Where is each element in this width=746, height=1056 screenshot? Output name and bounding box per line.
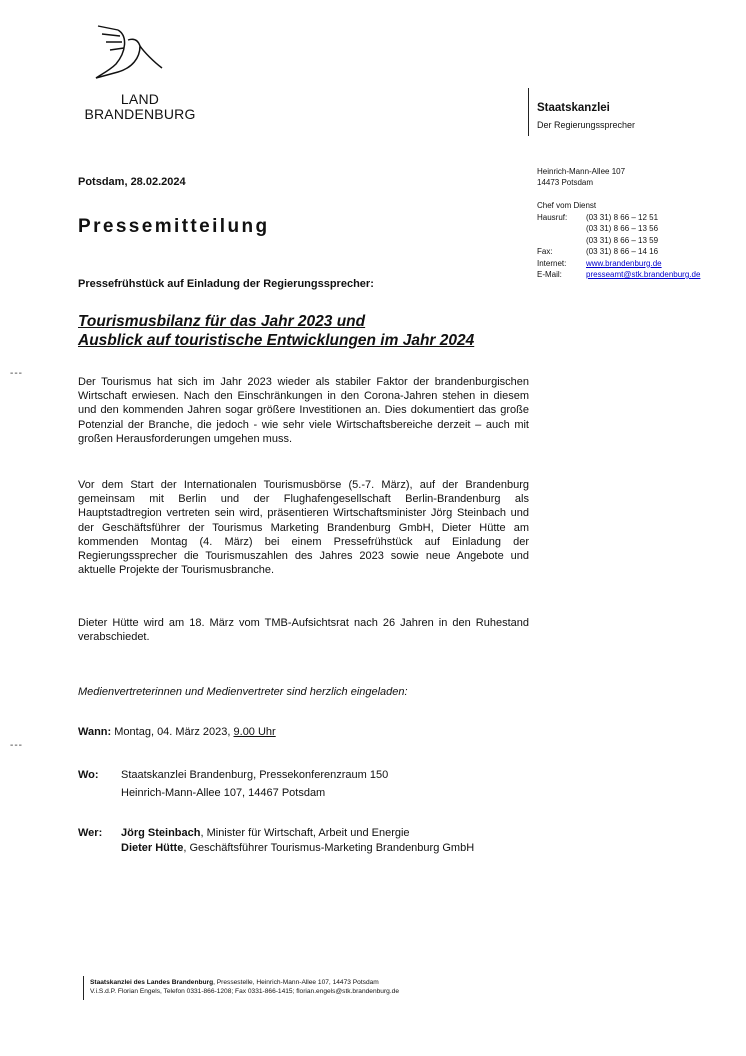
wann-row	[78, 726, 276, 738]
internet-row: Internet: www.brandenburg.de	[537, 258, 662, 268]
sidebar-rule	[528, 88, 529, 136]
wer-label: Wer:	[78, 827, 103, 839]
wann-time: 9.00 Uhr	[233, 726, 276, 738]
footer-rule	[83, 976, 84, 1000]
press-subtitle: Pressefrühstück auf Einladung der Regierungssprecher:	[78, 278, 374, 290]
address-line2: 14473 Potsdam	[537, 178, 594, 187]
logo-line1: LAND	[120, 91, 160, 107]
sidebar-title: Staatskanzlei	[537, 102, 610, 114]
eagle-icon	[88, 22, 168, 94]
wer1-role: , Minister für Wirtschaft, Arbeit und Energie	[200, 827, 410, 839]
logo-line2: BRANDENBURG	[84, 106, 196, 122]
body-paragraph-2: Vor dem Start der Internationalen Tourismusbörse (5.-7. März), auf der Brandenburg gemeinsam mit Berlin und der Flughafengesellschaft Berlin-Brandenburg als Hauptstadtregion vertreten sein wird, präsentieren Wirtschaftsminister Jörg Steinbach und der Geschäftsführer der Tourismus Marketing Brandenburg GmbH, Dieter Hütte am kommenden Montag (4. März) bei einem Pressefrühstück auf Einladung der Regierungssprecher die Tourismuszahlen des Jahres 2023 sowie neue Angebote und aktuelle Projekte der Tourismusbranche.	[78, 479, 529, 577]
address-line1: Heinrich-Mann-Allee 107	[537, 167, 626, 176]
sidebar-contacts	[537, 200, 700, 281]
internet-link[interactable]: www.brandenburg.de	[586, 258, 662, 268]
wer-person-2	[121, 841, 474, 856]
email-row: E-Mail: presseamt@stk.brandenburg.de	[537, 270, 701, 279]
footer-line1-rest: , Pressestelle, Heinrich-Mann-Allee 107, 14473 Potsdam	[213, 979, 379, 986]
contact-row: (03 31) 8 66 – 13 56	[586, 224, 659, 233]
margin-mark: ---	[10, 740, 23, 751]
wer1-name: Jörg Steinbach	[121, 827, 201, 839]
page-title: Pressemitteilung	[78, 216, 270, 237]
wo-label: Wo:	[78, 769, 99, 781]
margin-mark: ---	[10, 368, 23, 379]
sidebar-address	[537, 166, 625, 188]
wann-label: Wann:	[78, 726, 112, 738]
headline-line1: Tourismusbilanz für das Jahr 2023 und	[78, 313, 366, 330]
press-date: Potsdam, 28.02.2024	[78, 176, 186, 188]
wer2-name: Dieter Hütte	[121, 841, 184, 854]
headline	[78, 312, 528, 350]
footer-line1	[90, 978, 399, 987]
wo-line2: Heinrich-Mann-Allee 107, 14467 Potsdam	[121, 787, 326, 799]
footer	[90, 978, 399, 996]
footer-line2: V.i.S.d.P. Florian Engels, Telefon 0331-866-1208; Fax 0331-866-1415; florian.engels@stk.brandenburg.de	[90, 988, 399, 995]
wer-row	[78, 826, 474, 855]
contact-row: (03 31) 8 66 – 13 59	[586, 235, 659, 245]
invite-text: Medienvertreterinnen und Medienvertreter sind herzlich eingeladen:	[78, 686, 408, 698]
contact-row: Hausruf: (03 31) 8 66 – 12 51	[537, 212, 659, 222]
wann-date: Montag, 04. März 2023,	[114, 726, 231, 738]
logo-text	[78, 92, 202, 122]
body-paragraph-1: Der Tourismus hat sich im Jahr 2023 wieder als stabiler Faktor der brandenburgischen Wirtschaft erwiesen. Nach den Einschränkungen in den Corona-Jahren stehen in diesem und den kommenden Jahren sogar größere Investitionen an. Dies dokumentiert das große Potenzial der Branche, die jedoch - wie sehr viele Wirtschaftsbereiche derzeit – auch mit großen Herausforderungen umgehen muss.	[78, 376, 529, 445]
footer-org: Staatskanzlei des Landes Brandenburg	[90, 979, 214, 986]
contact-row: Fax: (03 31) 8 66 – 14 16	[537, 247, 659, 256]
chef-label: Chef vom Dienst	[537, 201, 597, 210]
wo-line1: Staatskanzlei Brandenburg, Pressekonferenzraum 150	[121, 769, 389, 781]
headline-line2: Ausblick auf touristische Entwicklungen im Jahr 2024	[78, 332, 475, 349]
wo-row	[78, 766, 388, 802]
wer2-role: , Geschäftsführer Tourismus-Marketing Brandenburg GmbH	[183, 841, 475, 854]
email-link[interactable]: presseamt@stk.brandenburg.de	[586, 270, 701, 279]
body-paragraph-3: Dieter Hütte wird am 18. März vom TMB-Aufsichtsrat nach 26 Jahren in den Ruhestand verabschiedet.	[78, 617, 529, 644]
wer-person-1	[121, 826, 474, 841]
sidebar-subtitle: Der Regierungssprecher	[537, 120, 636, 130]
